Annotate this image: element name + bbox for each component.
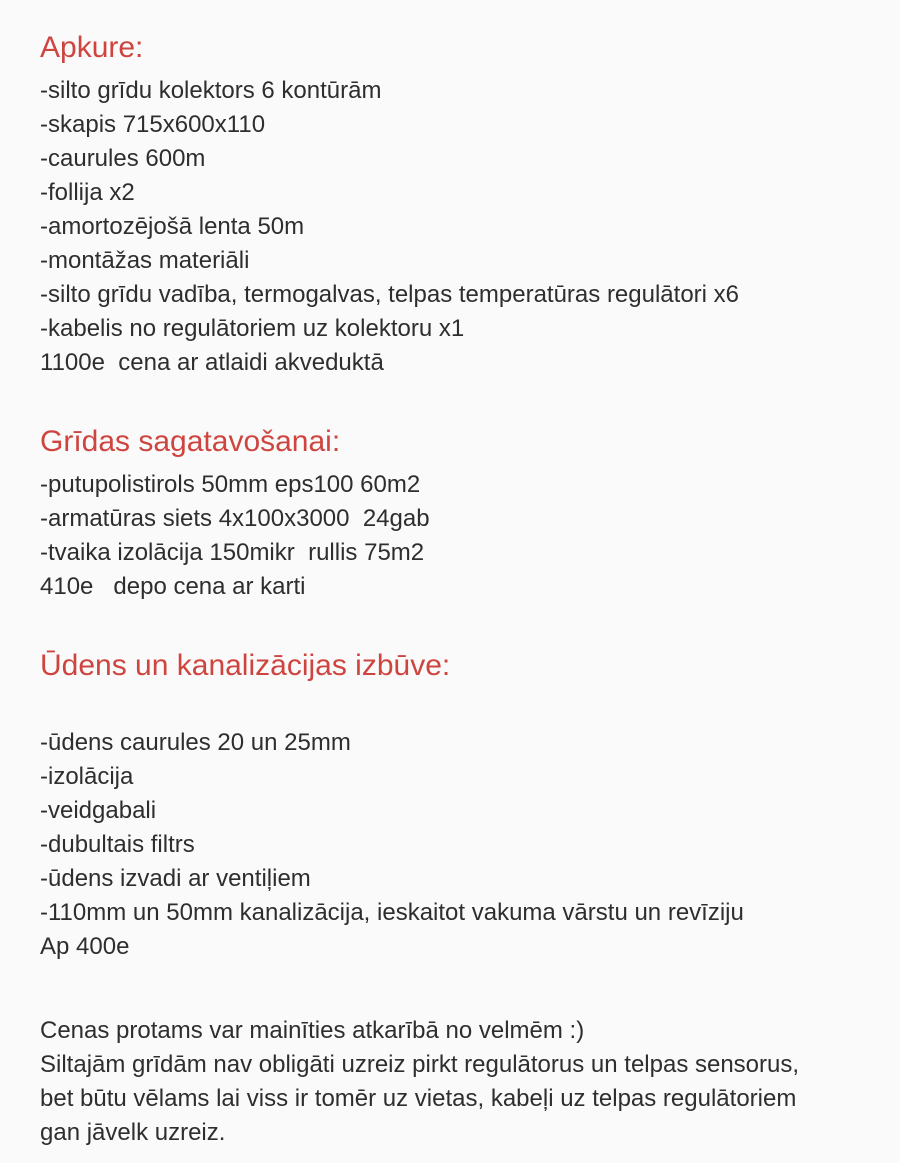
list-item: -veidgabali [40,797,157,824]
footer-line: bet būtu vēlams lai viss ir tomēr uz vietas, kabeļi uz telpas regulātoriem [40,1085,797,1112]
list-item: -ūdens caurules 20 un 25mm [40,729,351,756]
section-heading: Grīdas sagatavošanai: [40,425,341,458]
list-item: -dubultais filtrs [40,831,195,858]
section-heading: Apkure: [40,31,144,64]
list-item: Ap 400e [40,933,130,960]
list-item: -amortozējošā lenta 50m [40,213,305,240]
footer-line: gan jāvelk uzreiz. [40,1119,226,1146]
list-item: -ūdens izvadi ar ventiļiem [40,865,311,892]
list-item: -caurules 600m [40,145,206,172]
section [40,646,870,964]
list-item: 1100e cena ar atlaidi akveduktā [40,349,384,376]
list-item: -armatūras siets 4x100x3000 24gab [40,505,430,532]
list-item: -follija x2 [40,179,135,206]
list-item: -montāžas materiāli [40,247,250,274]
section [40,422,870,604]
list-item: -silto grīdu vadība, termogalvas, telpas temperatūras regulātori x6 [40,281,740,308]
list-item: -110mm un 50mm kanalizācija, ieskaitot vakuma vārstu un revīziju [40,899,744,926]
list-item: -tvaika izolācija 150mikr rullis 75m2 [40,539,425,566]
list-item: -putupolistirols 50mm eps100 60m2 [40,471,421,498]
footer-line: Cenas protams var mainīties atkarībā no velmēm :) [40,1017,585,1044]
footer-line: Siltajām grīdām nav obligāti uzreiz pirkt regulātorus un telpas sensorus, [40,1051,800,1078]
list-item: -skapis 715x600x110 [40,111,266,138]
section-heading: Ūdens un kanalizācijas izbūve: [40,649,451,682]
list-item: -kabelis no regulātoriem uz kolektoru x1 [40,315,465,342]
list-item: -izolācija [40,763,134,790]
list-item: 410e depo cena ar karti [40,573,306,600]
section [40,28,870,380]
list-item: -silto grīdu kolektors 6 kontūrām [40,77,382,104]
footer-note [40,1014,870,1150]
